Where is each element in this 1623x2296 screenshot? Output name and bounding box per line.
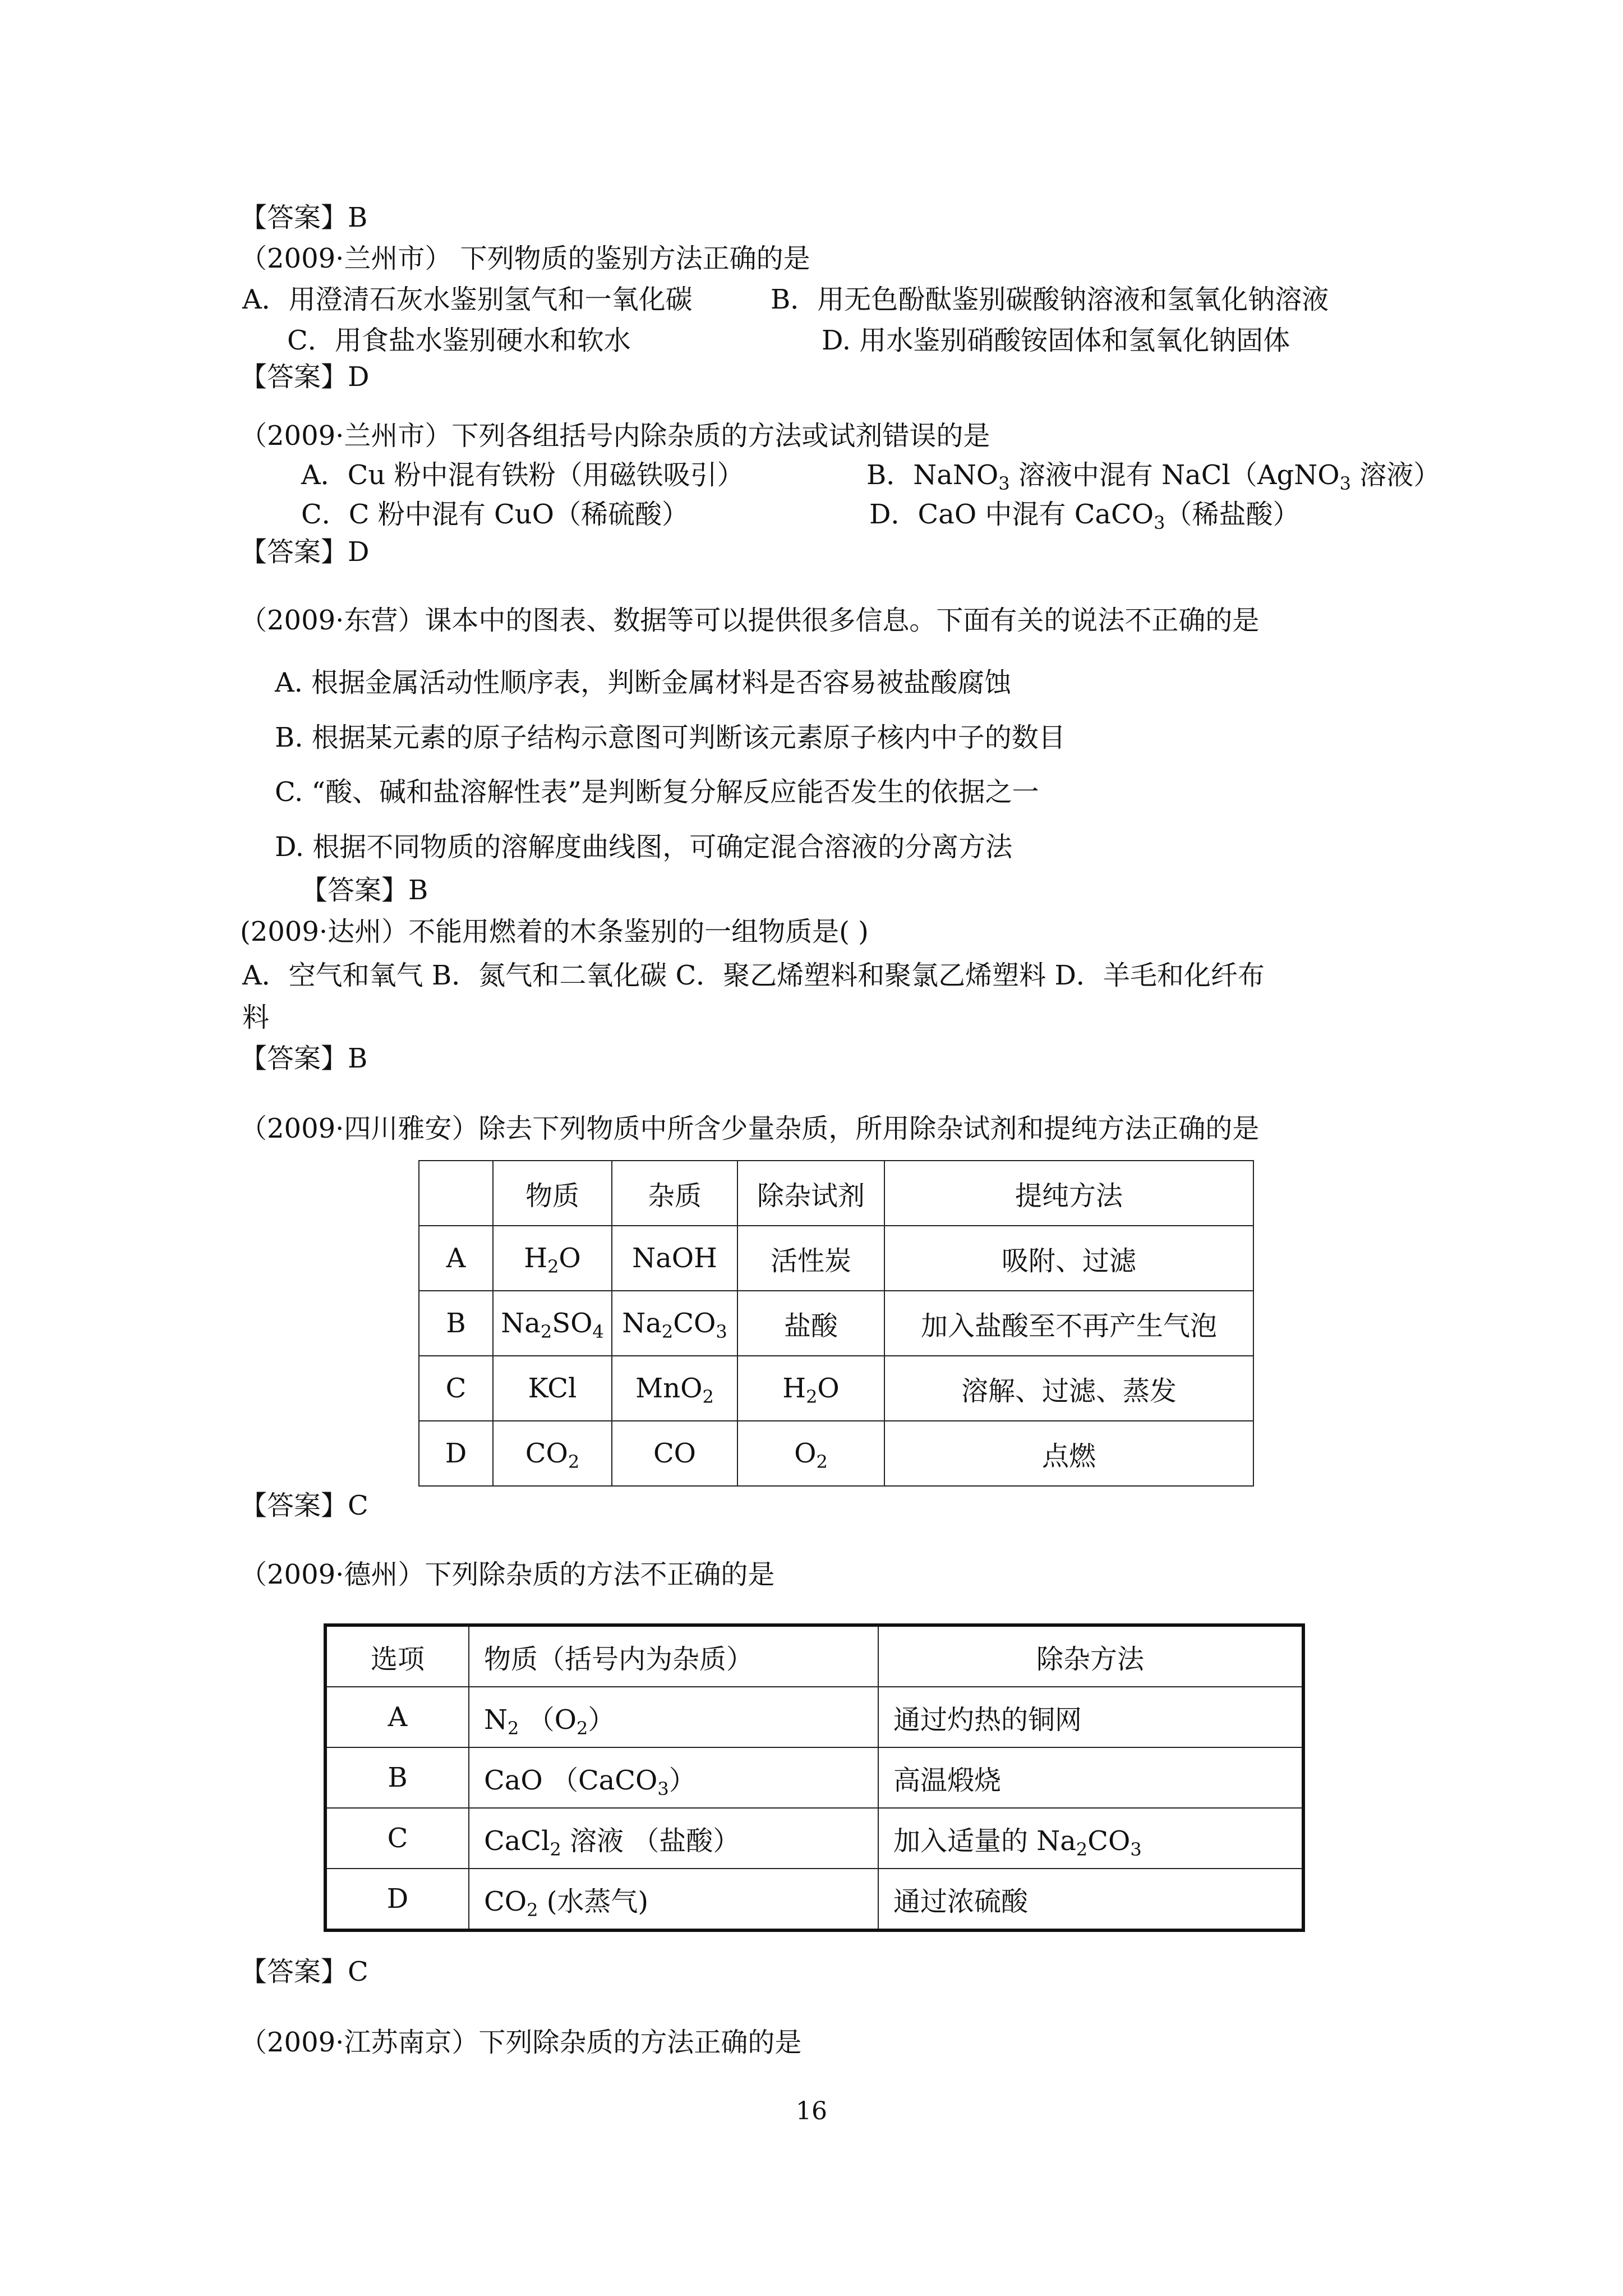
option-b-q2: B．用无色酚酞鉴别碳酸钠溶液和氢氧化钠溶液	[771, 284, 1329, 315]
substance-cell: $H_2O$	[493, 1226, 612, 1291]
method-cell: 溶解、过滤、蒸发	[884, 1356, 1253, 1421]
table-row	[419, 1356, 1253, 1421]
purification-table-q7	[324, 1623, 1305, 1932]
answer-q4: 【答案】B	[301, 875, 428, 906]
options-q5-line1: A．空气和氧气 B．氮气和二氧化碳 C．聚乙烯塑料和聚氯乙烯塑料 D．羊毛和化纤布	[242, 960, 1265, 991]
method-cell: 加入适量的 $Na_2CO_3$	[878, 1808, 1303, 1869]
table-row	[325, 1869, 1303, 1930]
reagent-cell: $O_2$	[737, 1421, 884, 1486]
row-key: D	[419, 1421, 493, 1486]
substance-cell: $Na_2SO_4$	[493, 1291, 612, 1356]
table-row	[325, 1687, 1303, 1747]
option-c-q2: C．用食盐水鉴别硬水和软水	[287, 325, 631, 356]
method-cell: 吸附、过滤	[884, 1226, 1253, 1291]
substance-cell: KCl	[493, 1356, 612, 1421]
reagent-cell: 活性炭	[737, 1226, 884, 1291]
impurity-cell: MnO$_2$	[612, 1356, 737, 1421]
impurity-cell: CO	[612, 1421, 737, 1486]
row-key: B	[419, 1291, 493, 1356]
option-b-q4: B. 根据某元素的原子结构示意图可判断该元素原子核内中子的数目	[275, 722, 1066, 753]
table-row	[419, 1226, 1253, 1291]
purification-table-q6	[418, 1160, 1254, 1487]
row-key: B	[325, 1747, 469, 1808]
row-key: C	[419, 1356, 493, 1421]
table-header-row	[419, 1161, 1253, 1226]
substance-cell: $CO_2$	[493, 1421, 612, 1486]
substance-cell: CaO （CaCO$_3$）	[469, 1747, 878, 1808]
question-stem-q3: （2009·兰州市）下列各组括号内除杂质的方法或试剂错误的是	[240, 420, 990, 452]
substance-cell: CaCl$_2$ 溶液 （盐酸）	[469, 1808, 878, 1869]
method-cell: 通过浓硫酸	[878, 1869, 1303, 1930]
table-row	[419, 1291, 1253, 1356]
row-key: A	[325, 1687, 469, 1747]
question-stem-q2: （2009·兰州市） 下列物质的鉴别方法正确的是	[240, 243, 810, 274]
header-cell-impurity: 杂质	[612, 1161, 737, 1226]
options-q5-line2: 料	[242, 1002, 270, 1033]
table-row	[419, 1421, 1253, 1486]
row-key: A	[419, 1226, 493, 1291]
method-cell: 高温煅烧	[878, 1747, 1303, 1808]
option-b-q3: B．NaNO$_3$ 溶液中混有 NaCl（AgNO$_3$ 溶液）	[866, 459, 1441, 494]
option-c-q3: C．C 粉中混有 CuO（稀硫酸）	[301, 499, 689, 530]
answer-q5: 【答案】B	[240, 1043, 368, 1074]
option-a-q4: A. 根据金属活动性顺序表，判断金属材料是否容易被盐酸腐蚀	[275, 667, 1012, 698]
method-cell: 通过灼热的铜网	[878, 1687, 1303, 1747]
substance-cell: $N_2$ $(O_2)$	[469, 1687, 878, 1747]
table-row	[325, 1747, 1303, 1808]
header-cell-substance: 物质	[493, 1161, 612, 1226]
substance-cell: $CO_2$ (水蒸气)	[469, 1869, 878, 1930]
option-a-q3: A．Cu 粉中混有铁粉（用磁铁吸引）	[301, 459, 744, 491]
header-cell-reagent: 除杂试剂	[737, 1161, 884, 1226]
page-number: 16	[796, 2097, 827, 2125]
row-key: C	[325, 1808, 469, 1869]
impurity-cell: NaOH	[612, 1226, 737, 1291]
table-row	[325, 1808, 1303, 1869]
answer-q6: 【答案】C	[240, 1490, 368, 1521]
header-cell-method: 除杂方法	[878, 1625, 1303, 1687]
reagent-cell: $H_2O$	[737, 1356, 884, 1421]
impurity-cell: $Na_2CO_3$	[612, 1291, 737, 1356]
header-cell-substance: 物质（括号内为杂质）	[469, 1625, 878, 1687]
question-stem-q6: （2009·四川雅安）除去下列物质中所含少量杂质，所用除杂试剂和提纯方法正确的是	[240, 1113, 1260, 1144]
reagent-cell: 盐酸	[737, 1291, 884, 1356]
question-stem-q7: （2009·德州）下列除杂质的方法不正确的是	[240, 1559, 775, 1590]
option-c-q4: C. “酸、碱和盐溶解性表”是判断复分解反应能否发生的依据之一	[275, 776, 1039, 808]
answer-q7: 【答案】C	[240, 1956, 368, 1987]
question-stem-q8: （2009·江苏南京）下列除杂质的方法正确的是	[240, 2027, 802, 2058]
option-a-q2: A．用澄清石灰水鉴别氢气和一氧化碳	[242, 284, 693, 315]
header-cell-method: 提纯方法	[884, 1161, 1253, 1226]
method-cell: 加入盐酸至不再产生气泡	[884, 1291, 1253, 1356]
table-header-row	[325, 1625, 1303, 1687]
row-key: D	[325, 1869, 469, 1930]
option-d-q4: D. 根据不同物质的溶解度曲线图，可确定混合溶液的分离方法	[275, 831, 1013, 863]
option-d-q2: D. 用水鉴别硝酸铵固体和氢氧化钠固体	[822, 325, 1290, 356]
question-stem-q5: (2009·达州）不能用燃着的木条鉴别的一组物质是( )	[240, 916, 869, 947]
answer-q3: 【答案】D	[240, 536, 370, 568]
answer-q1: 【答案】B	[240, 202, 368, 233]
option-d-q3: D．CaO 中混有 CaCO$_3$（稀盐酸）	[869, 499, 1300, 533]
header-cell-option: 选项	[325, 1625, 469, 1687]
method-cell: 点燃	[884, 1421, 1253, 1486]
answer-q2: 【答案】D	[240, 361, 370, 393]
header-cell-blank	[419, 1161, 493, 1226]
question-stem-q4: （2009·东营）课本中的图表、数据等可以提供很多信息。下面有关的说法不正确的是	[240, 605, 1260, 636]
